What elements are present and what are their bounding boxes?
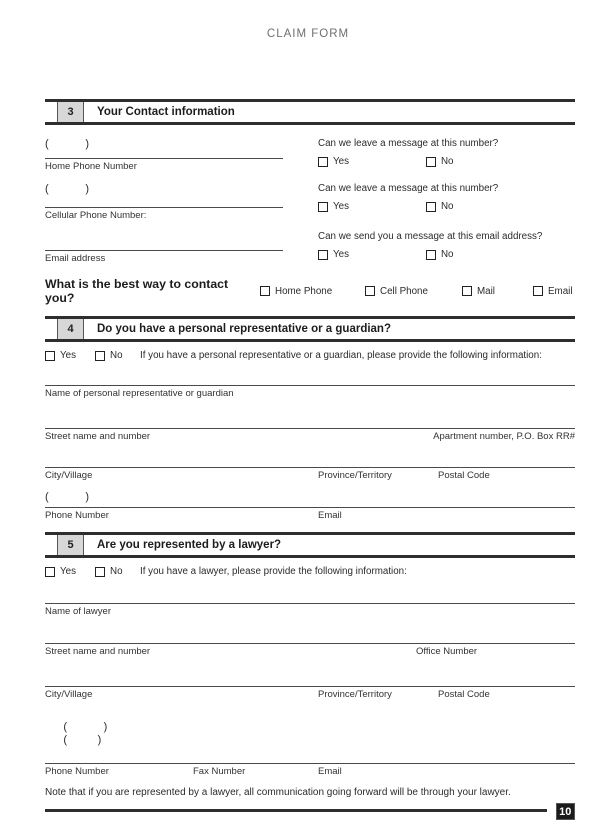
lawyer-instruction: If you have a lawyer, please provide the following information: — [140, 566, 407, 577]
no-option — [95, 350, 140, 361]
mail-option-label: Mail — [477, 285, 495, 297]
postal-code-label: Postal Code — [438, 689, 490, 700]
cell-phone-message-question — [318, 183, 575, 221]
cell-phone-input[interactable]: ( ) — [45, 183, 283, 208]
best-way-cell-phone-option — [365, 286, 462, 297]
email-field — [45, 231, 283, 264]
apartment-label: Apartment number, P.O. Box RR# — [433, 431, 575, 442]
page-title: CLAIM FORM — [266, 28, 350, 40]
cell-phone-no-checkbox[interactable] — [426, 202, 436, 212]
phone-number-label: Phone Number — [45, 766, 109, 777]
email-row — [45, 231, 575, 264]
no-label: No — [440, 249, 454, 260]
leave-message-question: Can we leave a message at this number? — [318, 138, 499, 149]
no-option — [95, 566, 140, 577]
section-5-title: Are you represented by a lawyer? — [97, 539, 282, 551]
section-3-number: 3 — [57, 102, 84, 122]
home-phone-no-checkbox[interactable] — [426, 157, 436, 167]
home-phone-row — [45, 138, 575, 172]
representative-name-input[interactable] — [45, 361, 575, 386]
email-message-question — [318, 231, 575, 264]
representative-phone-labels — [45, 510, 575, 521]
page-number-badge: 10 — [556, 803, 576, 820]
best-way-question: What is the best way to contact you? — [45, 277, 229, 305]
home-phone-option-label: Home Phone — [275, 285, 333, 297]
yes-label: Yes — [60, 566, 76, 577]
cell-phone-field — [45, 183, 283, 221]
no-label: No — [440, 156, 454, 167]
email-label: Email — [318, 510, 342, 521]
email-option-checkbox[interactable] — [533, 286, 543, 296]
best-way-email-option — [533, 286, 573, 297]
representative-instruction: If you have a personal representative or a guardian, please provide the following information: — [140, 350, 542, 361]
postal-code-label: Postal Code — [438, 470, 490, 481]
lawyer-phone-area-hint: ( ) — [63, 721, 108, 733]
phone-number-label: Phone Number — [45, 510, 109, 521]
email-input[interactable] — [45, 231, 283, 251]
representative-name-label: Name of personal representative or guardian — [45, 388, 234, 399]
lawyer-no-checkbox[interactable] — [95, 567, 105, 577]
cell-phone-option-label: Cell Phone — [380, 285, 428, 297]
no-option — [426, 249, 454, 260]
lawyer-city-labels — [45, 689, 575, 700]
leave-message-question: Can we leave a message at this number? — [318, 183, 499, 194]
lawyer-communication-note: Note that if you are represented by a lawyer, all communication going forward will be through your lawyer. — [45, 787, 511, 798]
no-label: No — [110, 566, 123, 577]
fax-number-label: Fax Number — [193, 766, 246, 777]
province-label: Province/Territory — [318, 470, 392, 481]
home-phone-field — [45, 138, 283, 172]
office-number-label: Office Number — [416, 646, 478, 657]
yes-no-options — [318, 156, 575, 167]
city-label: City/Village — [45, 689, 93, 700]
cell-phone-yes-checkbox[interactable] — [318, 202, 328, 212]
email-yes-checkbox[interactable] — [318, 250, 328, 260]
yes-option — [45, 350, 95, 361]
province-label: Province/Territory — [318, 689, 392, 700]
yes-label: Yes — [333, 249, 349, 260]
yes-option — [318, 156, 349, 167]
yes-label: Yes — [333, 201, 349, 212]
section-4-number: 4 — [57, 319, 84, 339]
home-phone-label: Home Phone Number — [45, 161, 137, 172]
best-way-row — [45, 277, 575, 305]
home-phone-input[interactable]: ( ) — [45, 138, 283, 159]
section-3-header — [45, 99, 575, 125]
cell-phone-option-checkbox[interactable] — [365, 286, 375, 296]
section-5-header — [45, 532, 575, 558]
representative-city-input[interactable] — [45, 442, 575, 468]
form-content — [45, 99, 575, 820]
send-message-question: Can we send you a message at this email address? — [318, 231, 543, 242]
home-phone-option-checkbox[interactable] — [260, 286, 270, 296]
no-option — [426, 201, 454, 212]
lawyer-city-input[interactable] — [45, 657, 575, 687]
cell-phone-label: Cellular Phone Number: — [45, 210, 147, 221]
lawyer-yes-checkbox[interactable] — [45, 567, 55, 577]
representative-city-labels — [45, 470, 575, 481]
section-4-header — [45, 316, 575, 342]
lawyer-phone-fax-email-input[interactable] — [45, 763, 575, 764]
representative-phone-area-hint: ( ) — [45, 491, 89, 503]
representative-no-checkbox[interactable] — [95, 351, 105, 361]
representative-street-labels — [45, 431, 575, 442]
yes-option — [45, 566, 95, 577]
yes-label: Yes — [60, 350, 76, 361]
yes-option — [318, 249, 349, 260]
no-option — [426, 156, 454, 167]
no-label: No — [110, 350, 123, 361]
home-phone-message-question — [318, 138, 575, 172]
lawyer-fax-area-hint: ( ) — [63, 734, 102, 746]
mail-option-checkbox[interactable] — [462, 286, 472, 296]
lawyer-street-input[interactable] — [45, 617, 575, 644]
home-phone-yes-checkbox[interactable] — [318, 157, 328, 167]
email-label: Email — [318, 766, 342, 777]
street-label: Street name and number — [45, 646, 151, 657]
lawyer-phone-fax-hints — [45, 700, 575, 763]
yes-label: Yes — [333, 156, 349, 167]
lawyer-name-label: Name of lawyer — [45, 606, 111, 617]
lawyer-phone-labels — [45, 766, 575, 777]
yes-no-options — [318, 201, 575, 212]
yes-option — [318, 201, 349, 212]
representative-yes-checkbox[interactable] — [45, 351, 55, 361]
cell-phone-row — [45, 183, 575, 221]
section-5-number: 5 — [57, 535, 84, 555]
section-4-title: Do you have a personal representative or a guardian? — [97, 323, 391, 335]
city-label: City/Village — [45, 470, 93, 481]
lawyer-name-input[interactable] — [45, 577, 575, 604]
representative-yes-no-row — [45, 350, 575, 361]
best-way-mail-option — [462, 286, 533, 297]
street-label: Street name and number — [45, 431, 151, 442]
email-option-label: Email — [548, 285, 573, 297]
representative-street-input[interactable] — [45, 399, 575, 429]
no-label: No — [440, 201, 454, 212]
yes-no-options — [318, 249, 575, 260]
section-3-title: Your Contact information — [97, 106, 235, 118]
email-label: Email address — [45, 253, 106, 264]
representative-phone-input[interactable] — [45, 507, 575, 508]
best-way-home-phone-option — [260, 286, 365, 297]
email-no-checkbox[interactable] — [426, 250, 436, 260]
page-footer — [45, 802, 575, 820]
lawyer-street-labels — [45, 646, 575, 657]
lawyer-yes-no-row — [45, 566, 575, 577]
footer-rule — [45, 809, 547, 812]
